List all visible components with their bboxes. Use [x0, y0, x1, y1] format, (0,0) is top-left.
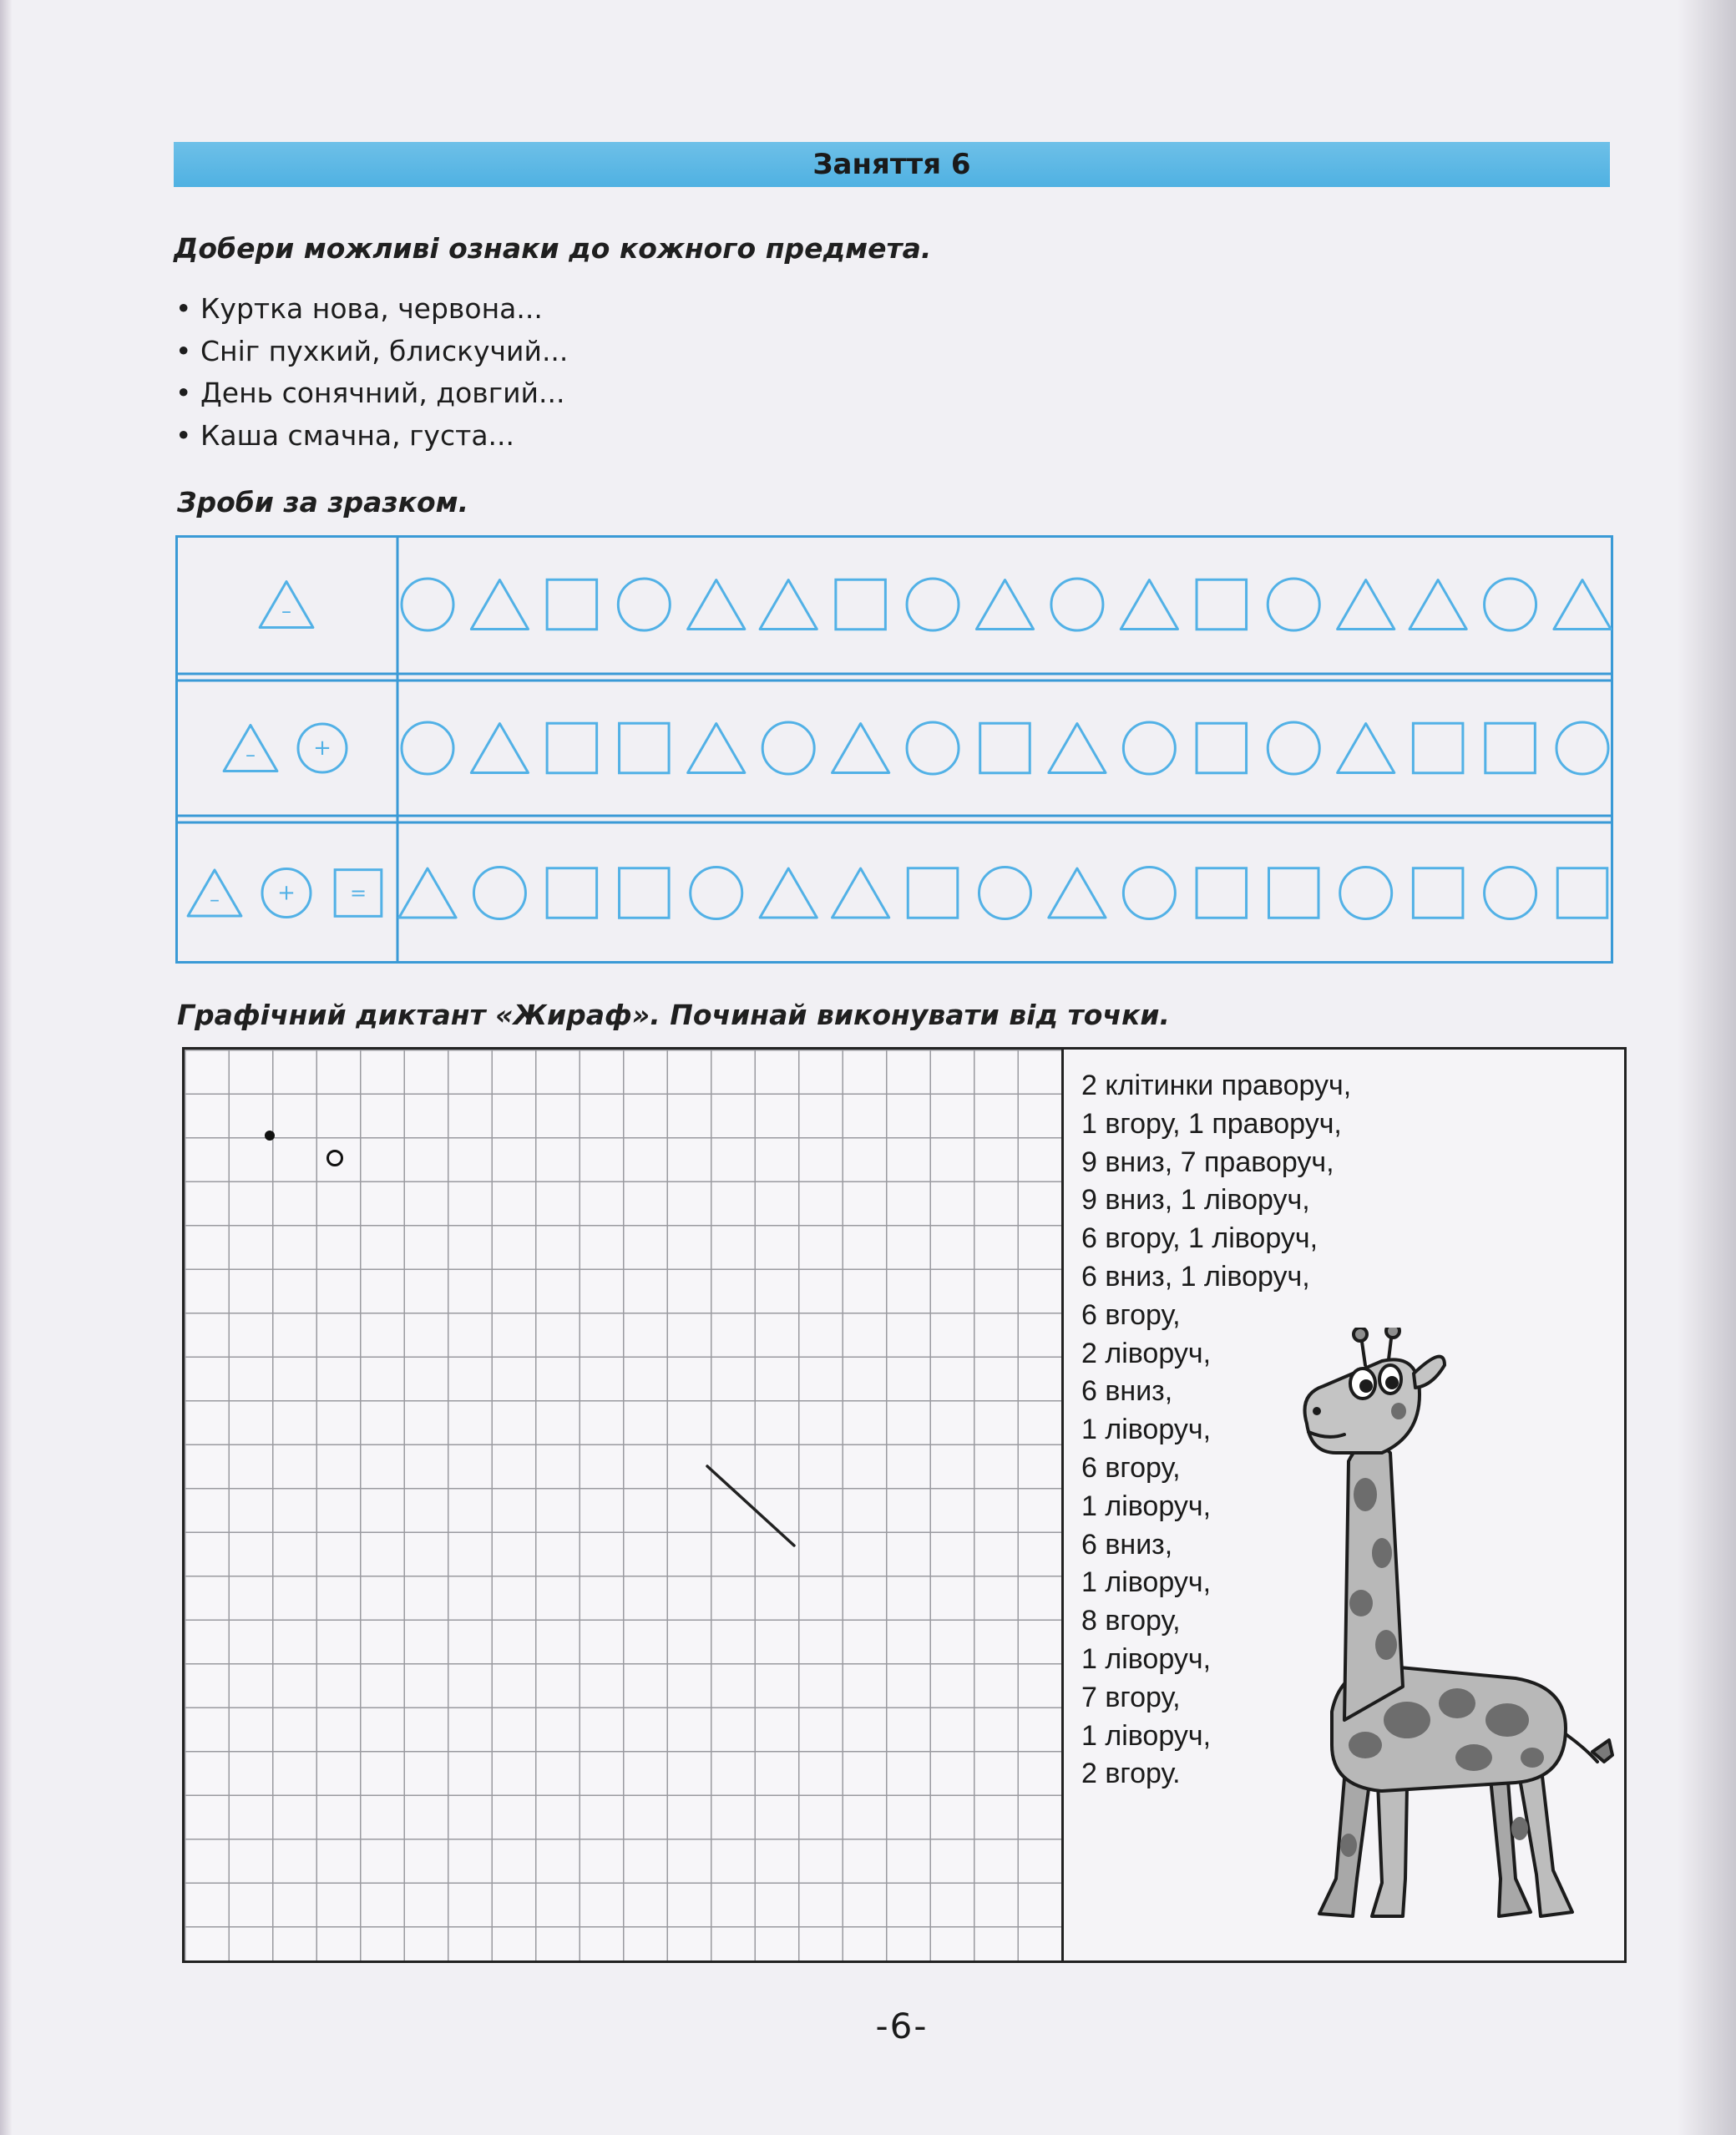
pattern-square-icon — [547, 579, 597, 630]
instruction-line: 1 ліворуч, — [1081, 1566, 1212, 1599]
pattern-triangle-icon — [471, 724, 528, 773]
pattern-square-icon — [836, 579, 886, 630]
pattern-square-icon — [1197, 868, 1247, 918]
pattern-circle-icon — [402, 579, 453, 630]
giraffe-illustration — [1265, 1328, 1616, 1937]
pattern-circle-icon — [1123, 868, 1175, 919]
legend-mark: – — [210, 888, 220, 912]
pattern-circle-icon — [691, 868, 742, 919]
pattern-circle-icon — [618, 579, 670, 630]
pattern-triangle-icon — [1338, 724, 1394, 773]
pattern-square-icon — [1485, 723, 1536, 773]
pattern-triangle-icon — [760, 868, 817, 918]
list-item: • Сніг пухкий, блискучий... — [175, 334, 569, 367]
pattern-triangle-icon — [688, 724, 745, 773]
pattern-square-icon — [980, 723, 1030, 773]
task3-title: Графічний диктант «Жираф». Починай виконувати від точки. — [177, 999, 1171, 1031]
attribute-list — [175, 288, 568, 457]
instruction-line: 1 ліворуч, — [1081, 1414, 1212, 1446]
instruction-line: 2 вгору. — [1081, 1758, 1181, 1790]
pattern-triangle-icon — [833, 868, 889, 918]
drawing-grid[interactable] — [185, 1050, 1061, 1960]
pattern-square-icon — [1197, 723, 1247, 773]
pattern-triangle-icon — [833, 724, 889, 773]
task1-title: Добери можливі ознаки до кожного предмета. — [174, 232, 932, 265]
page-number: -6- — [875, 2006, 929, 2046]
pattern-triangle-icon — [1049, 724, 1106, 773]
pattern-triangle-icon — [976, 580, 1033, 630]
pattern-circle-icon — [1485, 579, 1536, 630]
instruction-line: 6 вниз, — [1081, 1528, 1173, 1561]
instruction-line: 9 вниз, 7 праворуч, — [1081, 1146, 1334, 1178]
pattern-square-icon — [1197, 579, 1247, 630]
pattern-square-icon — [547, 723, 597, 773]
pattern-square-icon — [1557, 868, 1607, 918]
pattern-circle-icon — [402, 722, 453, 774]
pattern-circle-icon — [1268, 722, 1319, 774]
instruction-line: 6 вгору, 1 ліворуч, — [1081, 1222, 1318, 1255]
instruction-line: 1 ліворуч, — [1081, 1719, 1212, 1752]
instruction-line: 8 вгору, — [1081, 1605, 1181, 1637]
grid-divider — [1061, 1050, 1064, 1960]
list-item: • Куртка нова, червона... — [175, 292, 543, 325]
pattern-square-icon — [908, 868, 958, 918]
instruction-line: 7 вгору, — [1081, 1681, 1181, 1713]
legend-mark: – — [281, 600, 291, 624]
pattern-square-icon — [547, 868, 597, 918]
instruction-line: 1 ліворуч, — [1081, 1642, 1212, 1675]
instruction-line: 6 вниз, 1 ліворуч, — [1081, 1260, 1310, 1293]
instruction-line: 9 вниз, 1 ліворуч, — [1081, 1184, 1310, 1217]
task2-title: Зроби за зразком. — [177, 486, 469, 519]
instruction-line: 1 вгору, 1 праворуч, — [1081, 1107, 1342, 1140]
pattern-square-icon — [1413, 868, 1463, 918]
pattern-triangle-icon — [688, 580, 745, 630]
instruction-line: 6 вниз, — [1081, 1375, 1173, 1408]
instruction-line: 2 клітинки праворуч, — [1081, 1070, 1352, 1101]
list-item: • День сонячний, довгий... — [175, 377, 565, 409]
pattern-triangle-icon — [1338, 580, 1394, 630]
instruction-line: 6 вгору, — [1081, 1298, 1181, 1331]
pattern-circle-icon — [907, 722, 959, 774]
lesson-title: Заняття 6 — [812, 148, 971, 181]
pattern-triangle-icon — [760, 580, 817, 630]
pattern-triangle-icon — [1554, 580, 1611, 630]
pattern-triangle-icon — [1049, 868, 1106, 918]
pattern-circle-icon — [762, 722, 814, 774]
page-shadow — [1678, 0, 1736, 2135]
pattern-square-icon — [620, 723, 670, 773]
pattern-triangle-icon — [399, 868, 456, 918]
pattern-circle-icon — [1268, 579, 1319, 630]
pattern-circle-icon — [1123, 722, 1175, 774]
pattern-triangle-icon — [1410, 580, 1466, 630]
instruction-line: 6 вгору, — [1081, 1451, 1181, 1484]
pattern-circle-icon — [1556, 722, 1608, 774]
pattern-table — [175, 535, 1613, 964]
pattern-triangle-icon — [1121, 580, 1177, 630]
legend-mark: = — [349, 881, 367, 905]
pattern-circle-icon — [1485, 868, 1536, 919]
legend-mark: + — [313, 736, 332, 761]
pattern-circle-icon — [1340, 868, 1392, 919]
legend-mark: + — [277, 880, 296, 906]
legend-mark: – — [245, 743, 256, 767]
reference-circle — [326, 1150, 343, 1166]
pattern-triangle-icon — [471, 580, 528, 630]
page-edge — [0, 0, 12, 2135]
instruction-line: 2 ліворуч, — [1081, 1337, 1212, 1369]
instruction-line: 1 ліворуч, — [1081, 1490, 1212, 1522]
pattern-square-icon — [620, 868, 670, 918]
lesson-banner — [174, 142, 1610, 187]
pattern-circle-icon — [473, 868, 525, 919]
table-border — [177, 537, 1612, 963]
pattern-circle-icon — [907, 579, 959, 630]
list-item: • Каша смачна, густа... — [175, 418, 515, 452]
pattern-square-icon — [1413, 723, 1463, 773]
pattern-circle-icon — [979, 868, 1031, 919]
pattern-square-icon — [1268, 868, 1318, 918]
pattern-circle-icon — [1051, 579, 1103, 630]
start-point[interactable] — [265, 1131, 275, 1141]
